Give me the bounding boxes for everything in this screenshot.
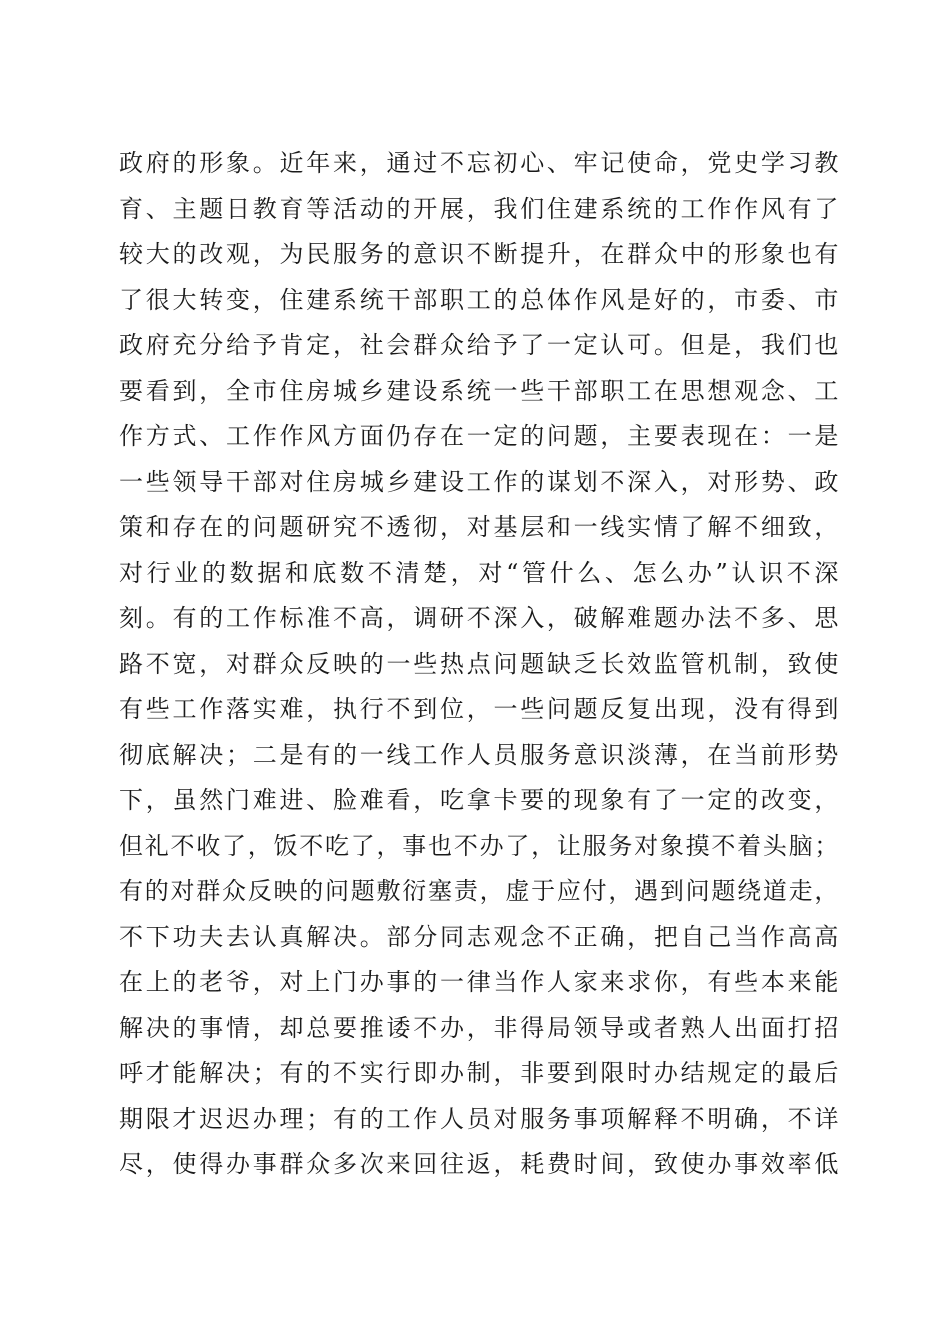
text-line: 刻。有的工作标准不高，调研不深入，破解难题办法不多、思 — [119, 604, 839, 632]
text-line: 下，虽然门难进、脸难看，吃拿卡要的现象有了一定的改变， — [119, 786, 839, 814]
text-line: 在上的老爷，对上门办事的一律当作人家来求你，有些本来能 — [119, 968, 839, 996]
text-line: 作方式、工作作风方面仍存在一定的问题，主要表现在：一是 — [119, 422, 839, 450]
text-line: 较大的改观，为民服务的意识不断提升，在群众中的形象也有 — [119, 240, 839, 268]
body-paragraph — [119, 141, 839, 1188]
text-line: 有些工作落实难，执行不到位，一些问题反复出现，没有得到 — [119, 695, 839, 723]
text-line: 呼才能解决；有的不实行即办制，非要到限时办结规定的最后 — [119, 1059, 839, 1087]
text-line: 对行业的数据和底数不清楚，对“管什么、怎么办”认识不深 — [119, 558, 839, 587]
text-line: 了很大转变，住建系统干部职工的总体作风是好的，市委、市 — [119, 285, 839, 314]
text-line: 但礼不收了，饭不吃了，事也不办了，让服务对象摸不着头脑； — [119, 831, 839, 860]
text-line: 一些领导干部对住房城乡建设工作的谋划不深入，对形势、政 — [119, 467, 839, 496]
text-line: 彻底解决；二是有的一线工作人员服务意识淡薄，在当前形势 — [119, 740, 839, 769]
text-line: 尽，使得办事群众多次来回往返，耗费时间，致使办事效率低 — [119, 1150, 839, 1178]
text-line: 策和存在的问题研究不透彻，对基层和一线实情了解不细致， — [119, 513, 839, 541]
text-line: 期限才迟迟办理；有的工作人员对服务事项解释不明确，不详 — [119, 1104, 839, 1133]
text-line: 政府充分给予肯定，社会群众给予了一定认可。但是，我们也 — [119, 331, 839, 359]
text-line: 有的对群众反映的问题敷衍塞责，虚于应付，遇到问题绕道走， — [119, 877, 839, 905]
text-line: 不下功夫去认真解决。部分同志观念不正确，把自己当作高高 — [119, 922, 839, 951]
text-line: 育、主题日教育等活动的开展，我们住建系统的工作作风有了 — [119, 194, 839, 223]
text-line: 要看到，全市住房城乡建设系统一些干部职工在思想观念、工 — [119, 376, 839, 405]
text-line: 路不宽，对群众反映的一些热点问题缺乏长效监管机制，致使 — [119, 649, 839, 678]
text-line: 解决的事情，却总要推诿不办，非得局领导或者熟人出面打招 — [119, 1013, 839, 1042]
text-line: 政府的形象。近年来，通过不忘初心、牢记使命，党史学习教 — [119, 149, 839, 177]
